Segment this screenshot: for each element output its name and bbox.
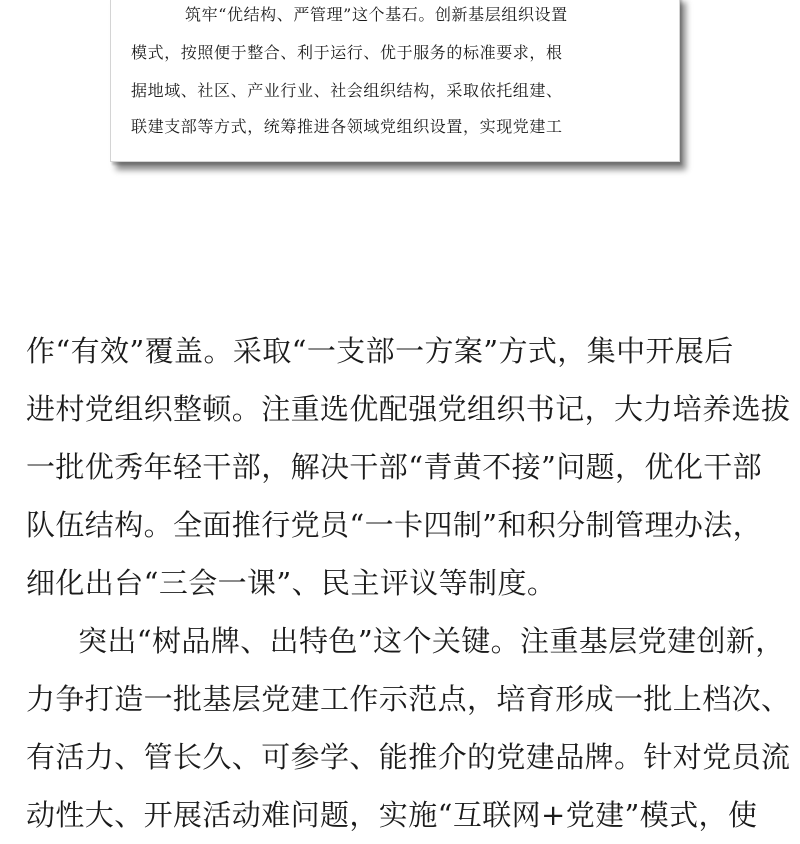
body-line-1: 作“有效”覆盖。采取“一支部一方案”方式，集中开展后 <box>26 334 734 368</box>
body-line-4: 队伍结构。全面推行党员“一卡四制”和积分制管理办法， <box>26 508 763 542</box>
callout-line-4: 联建支部等方式，统筹推进各领域党组织设置，实现党建工 <box>131 117 563 136</box>
callout-line-3: 据地域、社区、产业行业、社会组织结构，采取依托组建、 <box>131 81 563 100</box>
body-line-6: 突出“树品牌、出特色”这个关键。注重基层党建创新， <box>78 624 785 658</box>
body-line-9: 动性大、开展活动难问题，实施“互联网+党建”模式，使 <box>26 798 758 832</box>
body-line-2: 进村党组织整顿。注重选优配强党组织书记，大力培养选拔 <box>26 392 791 426</box>
callout-line-2: 模式，按照便于整合、利于运行、优于服务的标准要求，根 <box>131 43 563 62</box>
body-line-7: 力争打造一批基层党建工作示范点，培育形成一批上档次、 <box>26 682 791 716</box>
body-line-8: 有活力、管长久、可参学、能推介的党建品牌。针对党员流 <box>26 740 791 774</box>
body-line-5: 细化出台“三会一课”、民主评议等制度。 <box>26 566 557 600</box>
body-line-3: 一批优秀年轻干部，解决干部“青黄不接”问题，优化干部 <box>26 450 763 484</box>
body-text <box>26 322 791 844</box>
callout-box <box>110 0 680 162</box>
callout-line-1: 筑牢“优结构、严管理”这个基石。创新基层组织设置 <box>185 5 568 24</box>
